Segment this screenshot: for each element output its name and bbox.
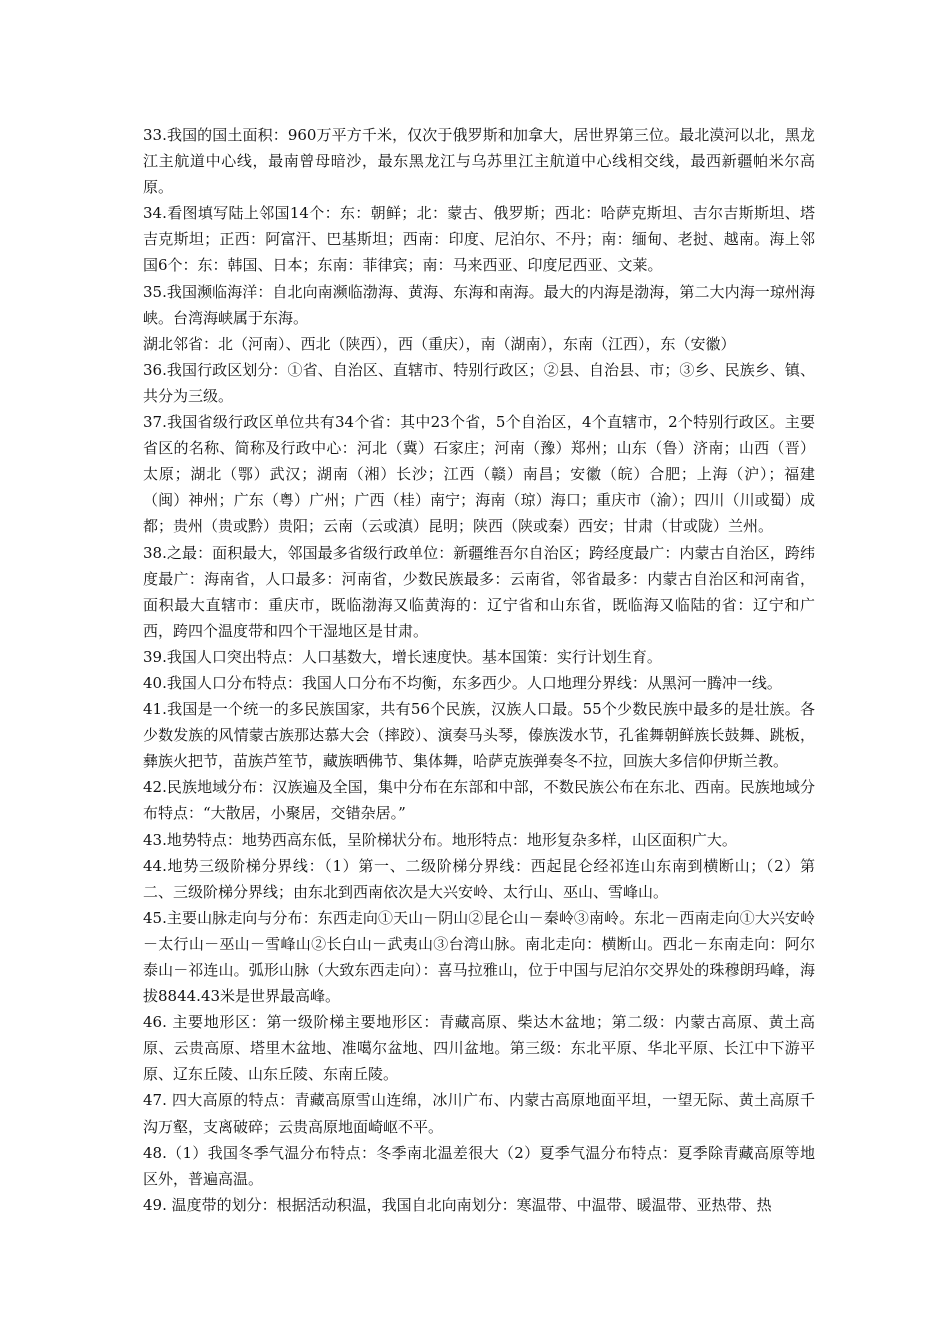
document-page	[143, 122, 815, 1218]
paragraph-36: 36.我国行政区划分：①省、自治区、直辖市、特别行政区；②县、自治县、市；③乡、民族乡、镇、共分为三级。	[143, 360, 815, 405]
paragraph-49: 49. 温度带的划分：根据活动积温，我国自北向南划分：寒温带、中温带、暖温带、亚热带、热	[143, 1195, 772, 1214]
paragraph-46: 46. 主要地形区：第一级阶梯主要地形区：青藏高原、柴达木盆地；第二级：内蒙古高原、黄土高原、云贵高原、塔里木盆地、准噶尔盆地、四川盆地。第三级：东北平原、华北平原、长江中下游平原、辽东丘陵、山东丘陵、东南丘陵。	[143, 1013, 815, 1084]
paragraph-35: 35.我国濒临海洋：自北向南濒临渤海、黄海、东海和南海。最大的内海是渤海，第二大内海一琼州海峡。台湾海峡属于东海。	[143, 282, 815, 327]
paragraph-37: 37.我国省级行政区单位共有34个省：其中23个省，5个自治区，4个直辖市，2个特别行政区。主要省区的名称、简称及行政中心：河北（冀）石家庄；河南（豫）郑州；山东（鲁）济南；山西（晋）太原；湖北（鄂）武汉；湖南（湘）长沙；江西（赣）南昌；安徽（皖）合肥；上海（沪）；福建（闽）神州；广东（粤）广州；广西（桂）南宁；海南（琼）海口；重庆市（渝）；四川（川或蜀）成都；贵州（贵或黔）贵阳；云南（云或滇）昆明；陕西（陕或秦）西安；甘肃（甘或陇）兰州。	[143, 413, 815, 536]
paragraph-45: 45.主要山脉走向与分布：东西走向①天山－阴山②昆仑山－秦岭③南岭。东北－西南走向①大兴安岭－太行山－巫山－雪峰山②长白山－武夷山③台湾山脉。南北走向：横断山。西北－东南走向：阿尔泰山－祁连山。弧形山脉（大致东西走向）：喜马拉雅山，位于中国与尼泊尔交界处的珠穆朗玛峰，海拔8844.43米是世界最高峰。	[143, 908, 815, 1006]
paragraph-39: 39.我国人口突出特点：人口基数大，增长速度快。基本国策：实行计划生育。	[143, 647, 662, 666]
paragraph-47: 47. 四大高原的特点：青藏高原雪山连绵，冰川广布、内蒙古高原地面平坦，一望无际、黄土高原千沟万壑，支离破碎；云贵高原地面崎岖不平。	[143, 1091, 815, 1136]
paragraph-40: 40.我国人口分布特点：我国人口分布不均衡，东多西少。人口地理分界线：从黑河一腾冲一线。	[143, 673, 782, 692]
paragraph-41: 41.我国是一个统一的多民族国家，共有56个民族，汉族人口最。55个少数民族中最多的是壮族。各少数发族的风情蒙古族那达慕大会（摔跤）、演奏马头琴，傣族泼水节，孔雀舞朝鲜族长鼓舞、跳板，彝族火把节，苗族芦笙节，藏族晒佛节、集体舞，哈萨克族弹奏冬不拉，回族大多信仰伊斯兰教。	[143, 700, 815, 771]
paragraph-43: 43.地势特点：地势西高东低，呈阶梯状分布。地形特点：地形复杂多样，山区面积广大。	[143, 830, 737, 849]
paragraph-42: 42.民族地域分布：汉族遍及全国，集中分布在东部和中部，不数民族公布在东北、西南。民族地域分布特点：“大散居，小聚居，交错杂居。”	[143, 778, 815, 823]
paragraph-33: 33.我国的国土面积：960万平方千米，仅次于俄罗斯和加拿大，居世界第三位。最北漠河以北，黑龙江主航道中心线，最南曾母暗沙，最东黑龙江与乌苏里江主航道中心线相交线，最西新疆帕米尔高原。	[143, 126, 815, 197]
paragraph-48: 48.（1）我国冬季气温分布特点：冬季南北温差很大（2）夏季气温分布特点：夏季除青藏高原等地区外，普遍高温。	[143, 1143, 815, 1188]
paragraph-38: 38.之最：面积最大，邻国最多省级行政单位：新疆维吾尔自治区；跨经度最广：内蒙古自治区，跨纬度最广：海南省，人口最多：河南省，少数民族最多：云南省，邻省最多：内蒙古自治区和河南省，面积最大直辖市：重庆市，既临渤海又临黄海的：辽宁省和山东省，既临海又临陆的省：辽宁和广西，跨四个温度带和四个干湿地区是甘肃。	[143, 543, 815, 640]
paragraph-34: 34.看图填写陆上邻国14个：东：朝鲜；北：蒙古、俄罗斯；西北：哈萨克斯坦、吉尔吉斯斯坦、塔吉克斯坦；正西：阿富汗、巴基斯坦；西南：印度、尼泊尔、不丹；南：缅甸、老挝、越南。海上邻国6个：东：韩国、日本；东南：菲律宾；南：马来西亚、印度尼西亚、文莱。	[143, 204, 815, 275]
paragraph-44: 44.地势三级阶梯分界线：（1）第一、二级阶梯分界线：西起昆仑经祁连山东南到横断山；（2）第二、三级阶梯分界线；由东北到西南依次是大兴安岭、太行山、巫山、雪峰山。	[143, 856, 815, 901]
paragraph-hubei-neighbors: 湖北邻省：北（河南）、西北（陕西），西（重庆），南（湖南），东南（江西），东（安徽）	[143, 334, 736, 353]
